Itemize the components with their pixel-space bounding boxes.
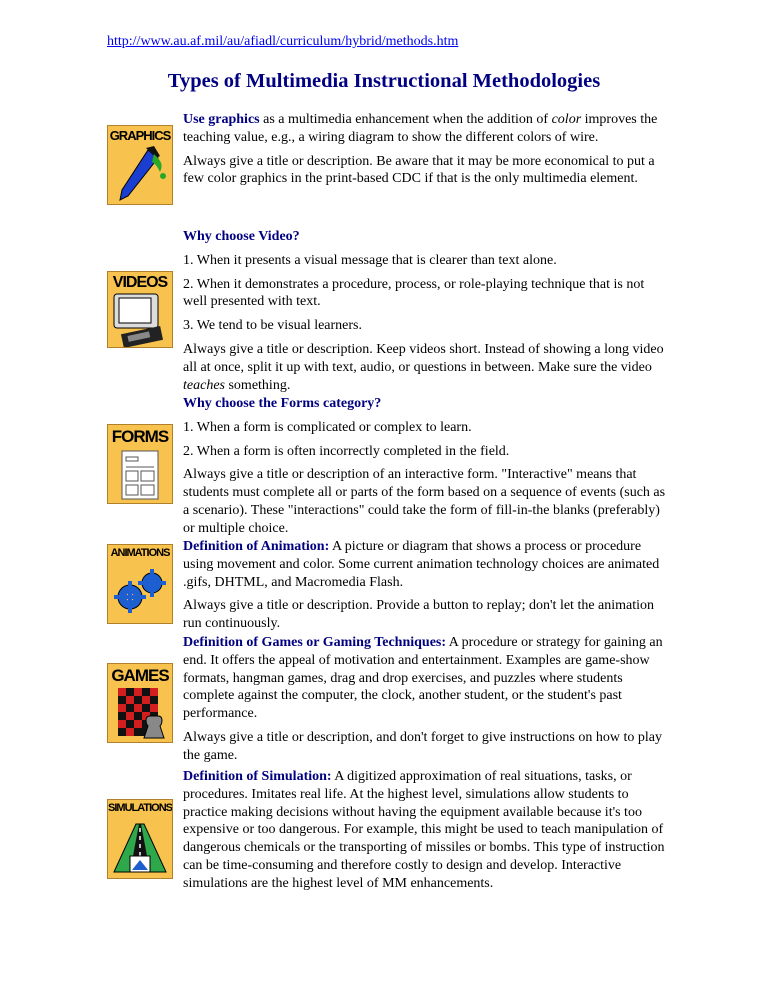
games-note: Always give a title or description, and don't forget to give instructions on how to play the game.	[183, 729, 662, 763]
simulations-icon: SIMULATIONS	[107, 799, 173, 879]
forms-icon: FORMS	[107, 424, 173, 504]
forms-section	[183, 395, 668, 544]
source-url-link[interactable]: http://www.au.af.mil/au/afiadl/curriculum/hybrid/methods.htm	[107, 34, 459, 49]
graphics-section	[183, 111, 668, 194]
video-heading: Why choose Video?	[183, 229, 300, 244]
animations-icon: ANIMATIONS	[107, 544, 173, 624]
forms-item: 1. When a form is complicated or complex to learn.	[183, 419, 472, 435]
videos-icon: VIDEOS	[107, 271, 173, 348]
forms-heading: Why choose the Forms category?	[183, 396, 382, 411]
video-item: 1. When it presents a visual message that is clearer than text alone.	[183, 252, 557, 268]
page-title: Types of Multimedia Instructional Methodologies	[167, 70, 601, 92]
animation-section	[183, 538, 668, 639]
video-section	[183, 228, 668, 400]
animation-definition: Definition of Animation: A picture or diagram that shows a process or procedure using movement and color. Some current animation technology choices are animated .gifs, DHTML, and Macromedia Flash.	[183, 539, 660, 590]
games-icon: GAMES	[107, 663, 173, 743]
video-item: 3. We tend to be visual learners.	[183, 318, 363, 334]
games-section	[183, 634, 668, 771]
video-item: 2. When it demonstrates a procedure, process, or role-playing technique that is not well presented with text.	[183, 276, 645, 310]
games-definition: Definition of Games or Gaming Techniques: A procedure or strategy for gaining an end. It offers the appeal of motivation and entertainment. Examples are game-show formats, hangman games, drag and drop exercises, and puzzles where students complete against the computer, the clock, another student, or the student's past performance.	[183, 635, 663, 722]
simulation-section	[183, 768, 668, 899]
forms-note: Always give a title or description of an interactive form. "Interactive" means that students must complete all or parts of the form based on a sequence of events (such as a scenario). These "interactions" could take the form of fill-in-the blanks (preferably) or multiple choice.	[183, 467, 666, 536]
simulation-definition: Definition of Simulation: A digitized approximation of real situations, tasks, or procedures. Imitates real life. At the highest level, simulations allow students to practice making decisions without having the equipment available because it's too expensive or too dangerous. For example, this might be used to teach manipulation of dangerous chemicals or the transporting of missiles or bombs. This type of instruction can be time-consuming and therefore costly to design and develop. Interactive simulations are the highest level of MM enhancements.	[183, 769, 665, 891]
graphics-intro: Use graphics as a multimedia enhancement when the addition of color improves the teaching value, e.g., a wiring diagram to show the different colors of wire.	[183, 112, 658, 145]
video-note: Always give a title or description. Keep videos short. Instead of showing a long video all at once, split it up with text, audio, or questions in between. Make sure the video teaches something.	[183, 341, 664, 393]
graphics-note: Always give a title or description. Be aware that it may be more economical to put a few color graphics in the print-based CDC if that is the only multimedia element.	[183, 153, 655, 187]
animation-note: Always give a title or description. Provide a button to replay; don't let the animation run continuously.	[183, 598, 655, 632]
forms-item: 2. When a form is often incorrectly completed in the field.	[183, 443, 510, 459]
graphics-icon: GRAPHICS	[107, 125, 173, 205]
